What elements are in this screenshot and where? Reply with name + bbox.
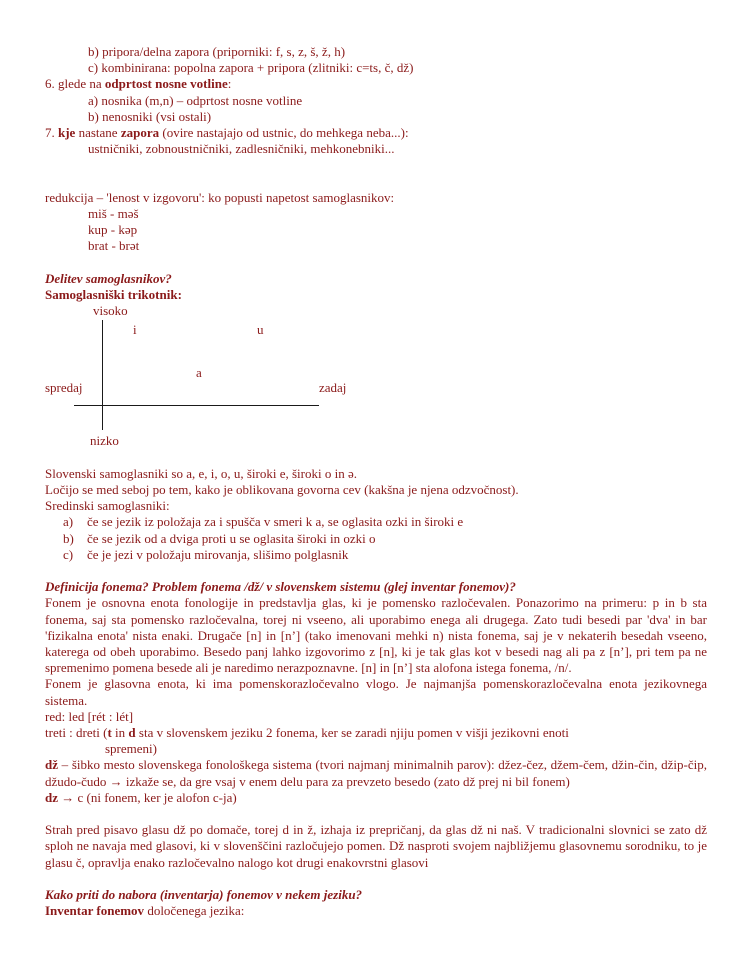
text-segment: 6. glede na — [45, 76, 105, 92]
text-segment: 7. — [45, 125, 58, 141]
text-segment: dz — [45, 789, 58, 805]
text-segment: c) kombinirana: popolna zapora + pripora (zlitniki: c=ts, č, dž) — [88, 60, 414, 76]
text-segment: b) nenosniki (vsi ostali) — [88, 108, 212, 124]
diagram-top-label — [45, 303, 707, 319]
vowel-triangle-diagram — [45, 319, 707, 433]
text-segment: in — [111, 725, 129, 741]
back-axis-label: zadaj — [319, 380, 347, 396]
text-segment: kup - kəp — [88, 222, 138, 238]
doc-line — [45, 709, 707, 725]
blank-line — [45, 806, 707, 822]
section-subheading — [45, 287, 707, 303]
text-segment: ustničniki, zobnoustničniki, zadlesničniki, mehkonebniki... — [88, 141, 395, 157]
doc-line — [45, 498, 707, 514]
vowel-u-label: u — [257, 322, 264, 338]
list-marker: a) — [63, 514, 74, 530]
list-item — [45, 547, 707, 563]
doc-line — [45, 741, 707, 757]
paragraph — [45, 757, 707, 789]
doc-line — [45, 190, 707, 206]
text-segment: b) pripora/delna zapora (priporniki: f, s, z, š, ž, h) — [88, 44, 346, 59]
text-segment: nastane — [75, 125, 121, 141]
text-segment: Delitev samoglasnikov? — [45, 270, 172, 286]
list-text: če je jezi v položaju mirovanja, slišimo polglasnik — [87, 546, 349, 562]
vertical-axis-line — [102, 320, 103, 430]
blank-line — [45, 563, 707, 579]
text-segment: (ovire nastajajo od ustnic, do mehkega neba...): — [159, 125, 409, 141]
text-segment: Ločijo se med seboj po tem, kako je oblikovana govorna cev (kakšna je njena odzvočnost). — [45, 482, 519, 497]
text-segment: določenega jezika: — [144, 903, 245, 919]
document-body — [45, 44, 707, 919]
doc-line — [45, 206, 707, 222]
section-heading — [45, 887, 707, 903]
blank-line — [45, 174, 707, 190]
section-heading — [45, 579, 707, 595]
vowel-i-label: i — [133, 322, 137, 338]
list-item — [45, 514, 707, 530]
text-segment: treti : dreti ( — [45, 725, 108, 741]
text-segment: spremeni) — [105, 741, 157, 757]
text-segment: miš - məš — [88, 206, 139, 221]
text-segment: Kako priti do nabora (inventarja) fonemov v nekem jeziku? — [45, 887, 363, 903]
list-marker: c) — [63, 546, 74, 562]
doc-line — [45, 76, 707, 92]
text-segment: odprtost nosne votline — [104, 76, 228, 92]
vowel-a-label: a — [196, 365, 202, 381]
text-segment: → c (ni fonem, ker je alofon c-ja) — [58, 789, 237, 805]
text-segment: : — [227, 76, 232, 92]
paragraph — [45, 595, 707, 676]
text-segment: Samoglasniški trikotnik: — [45, 287, 182, 302]
text-segment: Strah pred pisavo glasu dž po domače, torej d in ž, izhaja iz prepričanj, da glas dž ni naš. V tradicionalni slovnici se zato dž sploh ne navaja med glasovi, ki v slovenščini razločujejo pomen. Dž nasproti svojem najbližjemu glasovnemu sorodniku, to je glasu č, opravlja enako razločevalno nalogo kot drugi enakovrstni glasovi — [45, 822, 707, 870]
text-segment: kje — [58, 125, 76, 141]
list-marker: b) — [63, 530, 74, 546]
text-segment: dž — [45, 757, 58, 773]
text-segment: – šibko mesto slovenskega fonološkega sistema (tvori najmanj minimalnih parov): džez-čez, džem-čem, džin-čin, džip-čip, džudo-čudo → izkaže se, da gre vsaj v enem delu para za prevzeto besedo (zato dž prej ni bil fonem) — [45, 757, 707, 789]
text-segment: a) nosnika (m,n) – odprtost nosne votline — [88, 92, 303, 108]
text-segment: redukcija – 'lenost v izgovoru': ko popusti napetost samoglasnikov: — [45, 189, 395, 205]
doc-line — [45, 482, 707, 498]
text-segment: d — [128, 725, 136, 741]
blank-line — [45, 255, 707, 271]
blank-line — [45, 157, 707, 173]
text-segment: Fonem je glasovna enota, ki ima pomenskorazločevalno vlogo. Je najmanjša pomenskorazločevalna enota jezikovnega sistema. — [45, 676, 707, 708]
text-segment: Sredinski samoglasniki: — [45, 498, 170, 514]
list-item — [45, 531, 707, 547]
text-segment: visoko — [93, 303, 128, 319]
doc-line — [45, 44, 707, 60]
doc-line — [45, 725, 707, 741]
text-segment: red: led [rét : lét] — [45, 708, 134, 724]
paragraph — [45, 676, 707, 708]
blank-line — [45, 450, 707, 466]
doc-line — [45, 238, 707, 254]
horizontal-axis-line — [74, 405, 319, 406]
text-segment: brat - brət — [88, 238, 140, 254]
doc-line — [45, 125, 707, 141]
text-segment: Slovenski samoglasniki so a, e, i, o, u, široki e, široki o in ə. — [45, 465, 357, 481]
paragraph — [45, 822, 707, 871]
doc-line — [45, 222, 707, 238]
doc-line — [45, 790, 707, 806]
section-heading — [45, 271, 707, 287]
list-text: če se jezik od a dviga proti u se oglasita široki in ozki o — [87, 530, 376, 546]
front-axis-label: spredaj — [45, 380, 83, 396]
text-segment: sta v slovenskem jeziku 2 fonema, ker se zaradi njiju pomen v višji jezikovni enoti — [135, 725, 569, 741]
text-segment: Definicija fonema? Problem fonema /dž/ v slovenskem sistemu (glej inventar fonemov)? — [45, 579, 516, 595]
text-segment: Fonem je osnovna enota fonologije in predstavlja glas, ki je pomensko razločevalen. Ponazorimo na primeru: p in b sta fonema, saj sta pomensko razločevalna, torej ni vseeno, ali uporabimo enega ali drugega. Zato tudi besedi par 'dva' in bar 'fizikalna enota' nista enaki. Drugače [n] in [n’] (tako imenovani mehki n) nista fonema, saj je v nekaterih besedah vseeno, katerega od obeh uporabimo. Besedo panj lahko izgovorimo z [n], ki je tak glas kot v besedi nag ali pa z [n’], pri tem pa ne spremenimo pomena besede ali je naredimo nerazpoznavne. [n] in [n’] sta alofona istega fonema, /n/. — [45, 595, 707, 676]
text-segment: Inventar fonemov — [45, 903, 145, 919]
list-text: če se jezik iz položaja za i spušča v smeri k a, se oglasita ozki in široki e — [87, 514, 464, 530]
text-segment: t — [107, 725, 112, 741]
text-segment: nizko — [90, 433, 119, 449]
doc-line — [45, 466, 707, 482]
diagram-bottom-label — [45, 433, 707, 449]
doc-line — [45, 141, 707, 157]
doc-line — [45, 93, 707, 109]
doc-line — [45, 903, 707, 919]
doc-line — [45, 109, 707, 125]
doc-line — [45, 60, 707, 76]
text-segment: zapora — [120, 125, 160, 141]
blank-line — [45, 871, 707, 887]
